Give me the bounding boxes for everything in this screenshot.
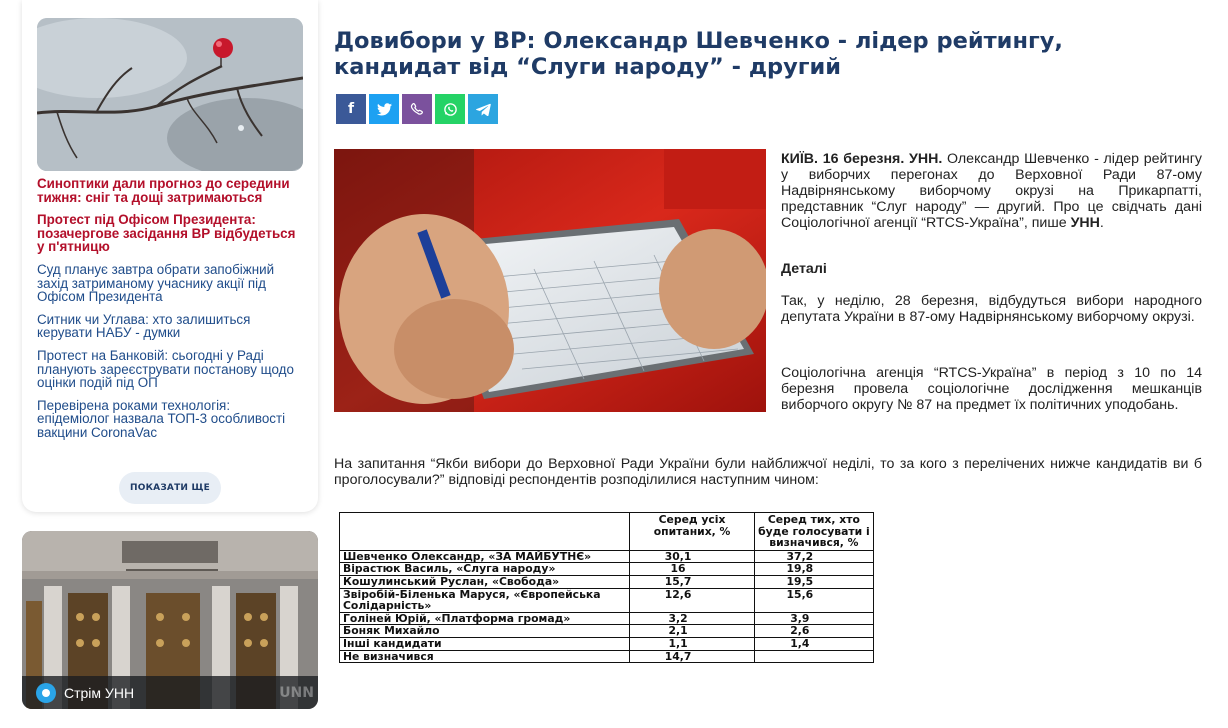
article-photo xyxy=(334,149,766,412)
lead-dateline: КИЇВ. 16 березня. УНН. xyxy=(781,151,943,167)
twitter-share-button[interactable] xyxy=(369,94,399,124)
share-decided: 2,6 xyxy=(754,625,873,638)
stream-watermark: UNN xyxy=(279,685,314,701)
news-item[interactable]: Протест під Офісом Президента: позачергове засідання ВР відбудеться у п'ятницю xyxy=(37,212,296,255)
share-all: 30,1 xyxy=(630,550,754,563)
article-question: На запитання “Якби вибори до Верховної Ради України були найближчої неділі, то за кого з перелічених нижче кандидатів ви б проголосували?” відповіді респондентів розподілилися наступним чином: xyxy=(334,456,1202,489)
details-heading: Деталі xyxy=(781,261,827,277)
table-row xyxy=(340,588,874,612)
candidate-name: Кошулинський Руслан, «Свобода» xyxy=(340,575,630,588)
results-table xyxy=(339,512,874,663)
news-list xyxy=(37,177,305,449)
table-header-cell: Серед тих, хто буде голосувати і визначився, % xyxy=(754,513,873,551)
news-item[interactable]: Синоптики дали прогноз до середини тижня: сніг та дощі затримаються xyxy=(37,176,290,205)
share-bar xyxy=(336,94,498,124)
table-header-row xyxy=(340,513,874,551)
share-all: 3,2 xyxy=(630,612,754,625)
stream-bar[interactable] xyxy=(22,676,318,709)
candidate-name: Вірастюк Василь, «Слуга народу» xyxy=(340,563,630,576)
candidate-name: Шевченко Олександр, «ЗА МАЙБУТНЄ» xyxy=(340,550,630,563)
telegram-icon xyxy=(476,103,491,116)
share-all: 14,7 xyxy=(630,650,754,663)
share-decided: 15,6 xyxy=(754,588,873,612)
candidate-name: Інші кандидати xyxy=(340,637,630,650)
table-row xyxy=(340,550,874,563)
share-decided xyxy=(754,650,873,663)
table-row xyxy=(340,625,874,638)
news-item[interactable]: Суд планує завтра обрати запобіжний захід затриманому учаснику акції під Офісом Президента xyxy=(37,261,275,305)
table-row xyxy=(340,563,874,576)
whatsapp-icon xyxy=(443,102,458,117)
news-item[interactable]: Ситник чи Углава: хто залишиться керувати НАБУ - думки xyxy=(37,311,251,341)
share-decided: 37,2 xyxy=(754,550,873,563)
lead-end: . xyxy=(1099,215,1104,232)
share-decided: 19,8 xyxy=(754,563,873,576)
share-all: 1,1 xyxy=(630,637,754,650)
lead-text: Олександр Шевченко - лідер рейтингу у виборчих перегонах до Верховної Ради 87-ому Надвірнянському виборчому окрузі на Прикарпатті, представник “Слуг народу” — другий. Про це свідчать дані Соціологічної агенції “RTCS-Україна”, пише xyxy=(781,151,1202,232)
share-decided: 1,4 xyxy=(754,637,873,650)
viber-icon xyxy=(410,102,424,116)
share-decided: 19,5 xyxy=(754,575,873,588)
twitter-icon xyxy=(377,103,392,116)
candidate-name: Звіробій-Біленька Маруся, «Європейська Солідарність» xyxy=(340,588,630,612)
news-card xyxy=(22,0,318,512)
share-all: 15,7 xyxy=(630,575,754,588)
news-item[interactable]: Перевірена роками технологія: епідеміолог назвала ТОП-3 особливості вакцини CoronaVac xyxy=(37,397,286,440)
viber-share-button[interactable] xyxy=(402,94,432,124)
article-paragraph: Так, у неділю, 28 березня, відбудуться вибори народного депутата України в 87-ому Надвірнянському виборчому окрузі. xyxy=(781,293,1202,326)
candidate-name: Голіней Юрій, «Платформа громад» xyxy=(340,612,630,625)
facebook-icon: f xyxy=(347,101,355,117)
stream-label[interactable]: Стрім УНН xyxy=(64,684,135,701)
candidate-name: Не визначився xyxy=(340,650,630,663)
table-row xyxy=(340,637,874,650)
article-paragraph: Соціологічна агенція “RTCS-Україна” в період з 10 по 14 березня провела соціологічне дослідження мешканців виборчого округу № 87 на предмет їх політичних уподобань. xyxy=(781,365,1202,414)
article-lead xyxy=(781,151,1202,231)
share-all: 12,6 xyxy=(630,588,754,612)
telegram-share-button[interactable] xyxy=(468,94,498,124)
share-decided: 3,9 xyxy=(754,612,873,625)
whatsapp-share-button[interactable] xyxy=(435,94,465,124)
stream-card[interactable] xyxy=(22,531,318,709)
table-header-cell xyxy=(340,513,630,551)
news-item[interactable]: Протест на Банковій: сьогодні у Раді планують зареєструвати постанову щодо оцінки подій під ОП xyxy=(37,347,294,391)
facebook-share-button[interactable] xyxy=(336,94,366,124)
lead-source: УНН xyxy=(1070,215,1100,232)
candidate-name: Боняк Михайло xyxy=(340,625,630,638)
table-row xyxy=(340,650,874,663)
table-row xyxy=(340,612,874,625)
news-hero-photo[interactable] xyxy=(37,18,303,171)
live-stream-icon xyxy=(36,683,56,703)
article-title: Довибори у ВР: Олександр Шевченко - лідер рейтингу, кандидат від “Слуги народу” - другий xyxy=(334,28,1063,80)
show-more-button[interactable]: ПОКАЗАТИ ЩЕ xyxy=(119,472,221,504)
share-all: 2,1 xyxy=(630,625,754,638)
table-row xyxy=(340,575,874,588)
share-all: 16 xyxy=(630,563,754,576)
table-header-cell: Серед усіх опитаних, % xyxy=(630,513,754,551)
